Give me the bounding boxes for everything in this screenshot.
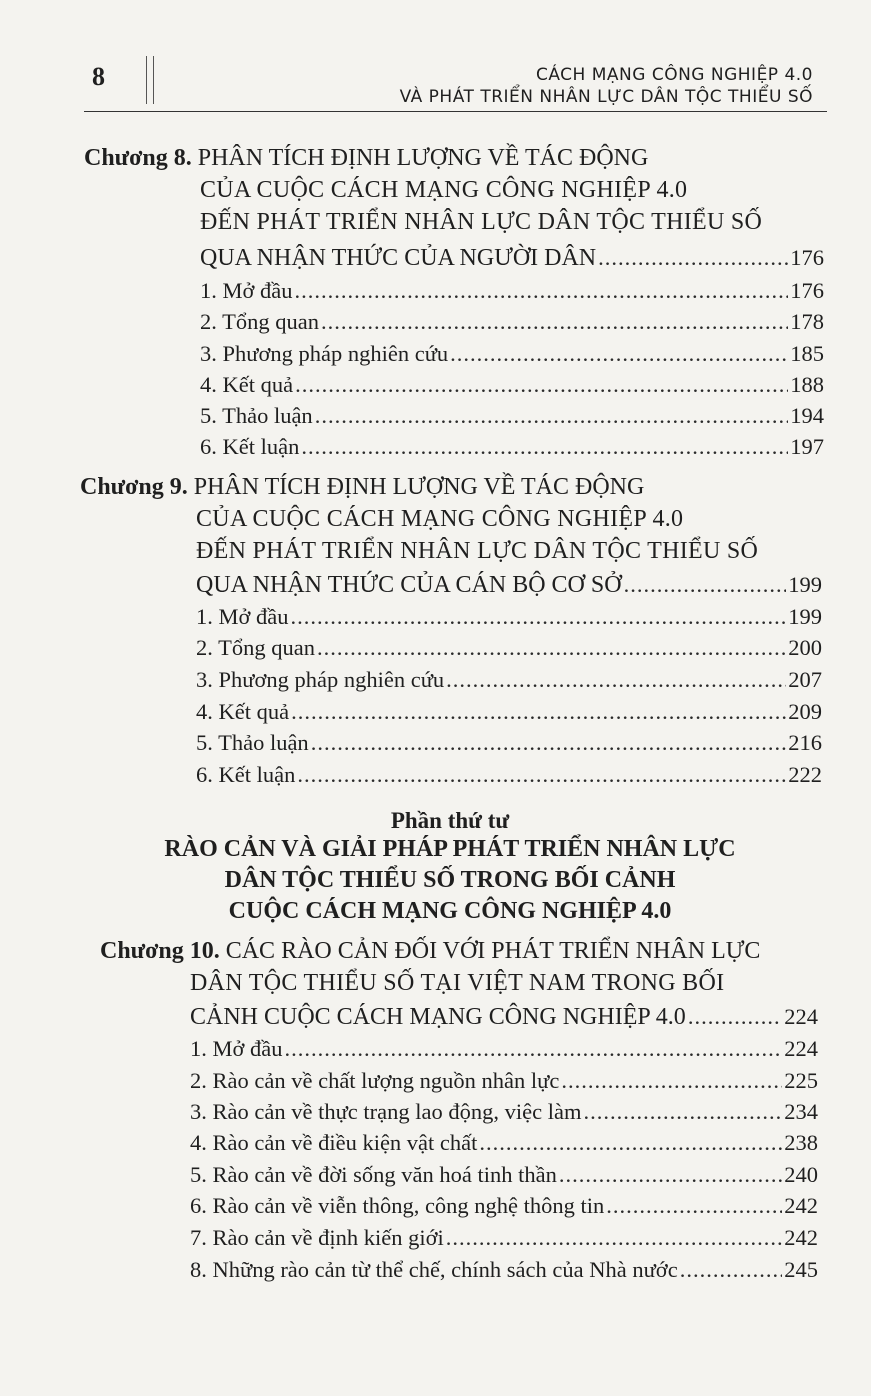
leader-dots [598,243,788,273]
header-divider [146,56,154,104]
toc-entry[interactable] [190,1034,818,1064]
toc-entry[interactable] [196,697,822,727]
chapter-8-label: Chương 8. [84,145,192,171]
leader-dots [450,339,788,369]
chapter-8-title-line1: PHÂN TÍCH ĐỊNH LƯỢNG VỀ TÁC ĐỘNG [197,145,649,171]
chapter-10-title-line3: CẢNH CUỘC CÁCH MẠNG CÔNG NGHIỆP 4.0 [190,1004,686,1030]
leader-dots [321,307,788,337]
toc-page-number: 242 [784,1225,818,1250]
toc-page-number: 185 [790,341,824,366]
part-4-label: Phần thứ tư [390,808,510,833]
toc-entry-text: 3. Rào cản về thực trạng lao động, việc làm [190,1099,582,1124]
chapter-8-title-entry[interactable] [200,243,824,273]
toc-entry-text: 2. Rào cản về chất lượng nguồn nhân lực [190,1068,560,1093]
toc-page-number: 176 [790,278,824,303]
toc-entry[interactable] [190,1191,818,1221]
toc-entry[interactable] [200,432,824,462]
toc-page-number: 199 [788,604,822,629]
toc-page-number: 188 [790,372,824,397]
chapter-9-heading [80,474,644,501]
toc-entry-text: 4. Rào cản về điều kiện vật chất [190,1130,478,1155]
leader-dots [479,1128,782,1158]
chapter-9-title-line1: PHÂN TÍCH ĐỊNH LƯỢNG VỀ TÁC ĐỘNG [193,474,645,500]
leader-dots [285,1034,783,1064]
running-header [400,64,813,108]
toc-page-number: 238 [784,1130,818,1155]
toc-page-number: 225 [784,1068,818,1093]
toc-page-number: 216 [788,730,822,755]
toc-entry-text: 5. Thảo luận [196,730,309,755]
leader-dots [295,370,788,400]
toc-entry[interactable] [190,1066,818,1096]
chapter-10-title-entry[interactable] [190,1002,818,1032]
chapter-8-heading [84,145,648,172]
chapter-10-title-line2: DÂN TỘC THIỂU SỐ TẠI VIỆT NAM TRONG BỐI [190,970,725,996]
toc-page-number: 245 [784,1257,818,1282]
toc-entry[interactable] [190,1223,818,1253]
part-4-title-line2: DÂN TỘC THIỂU SỐ TRONG BỐI CẢNH [224,867,676,893]
toc-entry[interactable] [196,728,822,758]
toc-page-number: 224 [784,1004,818,1029]
toc-entry[interactable] [200,401,824,431]
part-4-title-line1: RÀO CẢN VÀ GIẢI PHÁP PHÁT TRIỂN NHÂN LỰC [164,836,736,862]
leader-dots [291,602,787,632]
leader-dots [446,1223,783,1253]
page-number: 8 [92,62,105,91]
toc-page-number: 207 [788,667,822,692]
leader-dots [291,697,786,727]
leader-dots [311,728,787,758]
leader-dots [301,432,788,462]
toc-entry[interactable] [190,1128,818,1158]
toc-page-number: 200 [788,635,822,660]
toc-entry-text: 3. Phương pháp nghiên cứu [196,667,445,692]
toc-page-number: 234 [784,1099,818,1124]
toc-entry-text: 3. Phương pháp nghiên cứu [200,341,449,366]
toc-entry[interactable] [190,1160,818,1190]
chapter-10-label: Chương 10. [100,938,220,964]
leader-dots [315,401,789,431]
toc-entry[interactable] [190,1255,818,1285]
toc-entry-text: 1. Mở đầu [200,278,293,303]
toc-entry-text: 4. Kết quả [196,699,290,724]
chapter-8-title-line2: CỦA CUỘC CÁCH MẠNG CÔNG NGHIỆP 4.0 [200,177,688,203]
toc-page-number: 194 [790,403,824,428]
leader-dots [583,1097,782,1127]
toc-entry-text: 6. Kết luận [200,434,300,459]
toc-entry[interactable] [190,1097,818,1127]
leader-dots [317,633,786,663]
toc-entry[interactable] [196,633,822,663]
chapter-9-title-entry[interactable] [196,570,822,600]
toc-page-number: 197 [790,434,824,459]
leader-dots [606,1191,782,1221]
chapter-10-heading [100,938,760,965]
chapter-9-label: Chương 9. [80,474,188,500]
toc-entry-text: 6. Rào cản về viễn thông, công nghệ thông tin [190,1193,605,1218]
toc-entry-text: 2. Tổng quan [200,309,319,334]
leader-dots [624,570,787,600]
chapter-10-title-line1: CÁC RÀO CẢN ĐỐI VỚI PHÁT TRIỂN NHÂN LỰC [225,938,761,964]
toc-entry[interactable] [200,276,824,306]
toc-entry[interactable] [200,307,824,337]
toc-entry[interactable] [196,602,822,632]
chapter-9-title-line4: QUA NHẬN THỨC CỦA CÁN BỘ CƠ SỞ [196,572,622,598]
chapter-8-title-line3: ĐẾN PHÁT TRIỂN NHÂN LỰC DÂN TỘC THIỂU SỐ [200,209,763,235]
leader-dots [559,1160,782,1190]
leader-dots [688,1002,782,1032]
toc-entry-text: 6. Kết luận [196,762,296,787]
leader-dots [295,276,789,306]
toc-page-number: 222 [788,762,822,787]
chapter-9-title-line3: ĐẾN PHÁT TRIỂN NHÂN LỰC DÂN TỘC THIỂU SỐ [196,538,759,564]
toc-page-number: 199 [788,572,822,597]
toc-page-number: 242 [784,1193,818,1218]
toc-entry[interactable] [200,370,824,400]
toc-page-number: 209 [788,699,822,724]
running-header-line1: CÁCH MẠNG CÔNG NGHIỆP 4.0 [535,65,813,85]
toc-entry-text: 5. Rào cản về đời sống văn hoá tinh thần [190,1162,557,1187]
toc-entry-text: 1. Mở đầu [190,1036,283,1061]
toc-page-number: 240 [784,1162,818,1187]
toc-entry-text: 1. Mở đầu [196,604,289,629]
chapter-8-title-line4: QUA NHẬN THỨC CỦA NGƯỜI DÂN [200,245,597,271]
toc-entry-text: 7. Rào cản về định kiến giới [190,1225,444,1250]
header-rule [84,111,827,112]
leader-dots [680,1255,783,1285]
leader-dots [297,760,786,790]
toc-entry-text: 5. Thảo luận [200,403,313,428]
running-header-line2: VÀ PHÁT TRIỂN NHÂN LỰC DÂN TỘC THIỂU SỐ [399,87,813,107]
toc-entry[interactable] [196,665,822,695]
toc-entry[interactable] [200,339,824,369]
toc-entry-text: 8. Những rào cản từ thể chế, chính sách của Nhà nước [190,1257,678,1282]
toc-page-number: 224 [784,1036,818,1061]
leader-dots [446,665,786,695]
toc-page-number: 178 [790,309,824,334]
toc-entry-text: 4. Kết quả [200,372,294,397]
chapter-9-title-line2: CỦA CUỘC CÁCH MẠNG CÔNG NGHIỆP 4.0 [196,506,684,532]
toc-entry[interactable] [196,760,822,790]
toc-page-number: 176 [790,245,824,270]
part-4-title-line3: CUỘC CÁCH MẠNG CÔNG NGHIỆP 4.0 [228,898,672,924]
leader-dots [561,1066,782,1096]
toc-entry-text: 2. Tổng quan [196,635,315,660]
